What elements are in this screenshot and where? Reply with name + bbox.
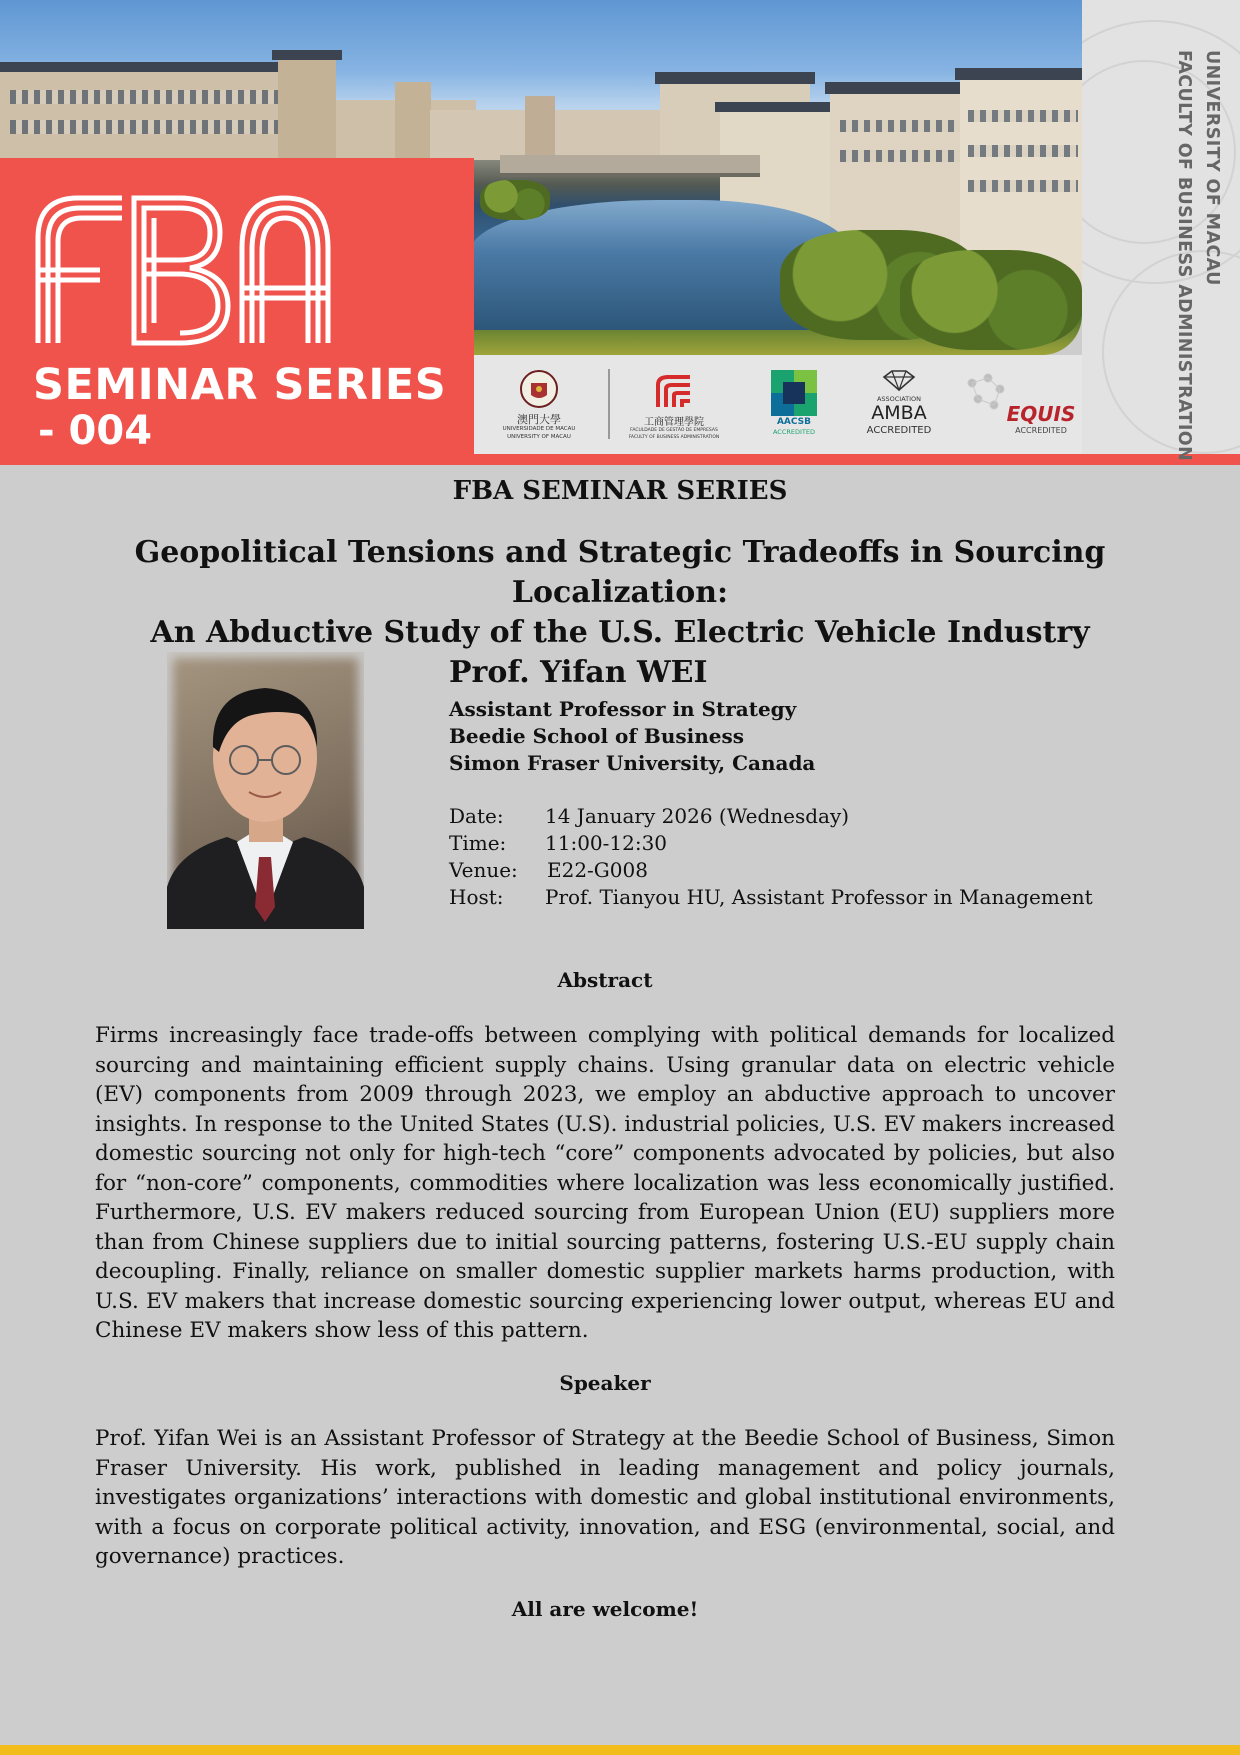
- accreditation-strip: [474, 355, 1082, 454]
- aacsb-mark-icon: [771, 370, 817, 416]
- date-label: Date:: [449, 804, 504, 828]
- amba-status: ACCREDITED: [866, 425, 932, 436]
- university-vertical-text: [1170, 50, 1226, 461]
- seminar-number: - 004: [38, 408, 153, 454]
- speaker-position: Assistant Professor in Strategy: [449, 697, 797, 721]
- um-english-name: UNIVERSITY OF MACAU: [507, 434, 571, 440]
- speaker-school: Beedie School of Business: [449, 724, 745, 748]
- aacsb-status: ACCREDITED: [772, 428, 816, 436]
- fba-english-name: FACULTY OF BUSINESS ADMINISTRATION: [628, 435, 720, 440]
- fba-faculty-logo: [614, 355, 734, 454]
- fba-logo-mark: [30, 188, 340, 348]
- abstract-heading: Abstract: [557, 968, 653, 992]
- aacsb-name: AACSB: [776, 417, 812, 427]
- welcome-message: All are welcome!: [511, 1597, 699, 1621]
- time-value: 11:00-12:30: [545, 831, 668, 855]
- series-heading: FBA SEMINAR SERIES: [452, 476, 788, 506]
- um-logo: [474, 355, 604, 454]
- host-label: Host:: [449, 885, 504, 909]
- fba-chinese-name: 工商管理學院: [644, 417, 704, 428]
- amba-diamond-icon: [882, 369, 916, 391]
- fba-portuguese-name: FACULDADE DE GESTÃO DE EMPRESAS: [630, 428, 718, 433]
- equis-logo: [954, 355, 1082, 454]
- speaker-portrait: [167, 652, 364, 929]
- amba-logo: [834, 355, 964, 454]
- university-name: UNIVERSITY OF MACAU: [1202, 50, 1222, 286]
- seminar-title-line-2: An Abductive Study of the U.S. Electric Vehicle Industry: [150, 615, 1090, 650]
- banner: [0, 0, 1240, 465]
- speaker-photo-icon: [167, 652, 364, 929]
- um-portuguese-name: UNIVERSIDADE DE MACAU: [502, 426, 576, 432]
- seminar-title: [40, 533, 1200, 653]
- aacsb-logo: [744, 355, 844, 454]
- amba-association: ASSOCIATION: [876, 395, 922, 403]
- fba-faculty-icon: [654, 373, 694, 409]
- bottom-accent-bar: [0, 1745, 1240, 1755]
- fba-logo-panel: [0, 158, 474, 465]
- venue-label: Venue:: [449, 858, 518, 882]
- banner-red-divider: [474, 454, 1240, 465]
- um-chinese-name: 澳門大學: [517, 413, 561, 426]
- seminar-series-label: SEMINAR SERIES: [33, 360, 447, 410]
- host-value: Prof. Tianyou HU, Assistant Professor in Management: [545, 885, 1093, 909]
- equis-status: ACCREDITED: [1015, 426, 1067, 435]
- date-value: 14 January 2026 (Wednesday): [545, 804, 850, 828]
- venue-value: E22-G008: [547, 858, 648, 882]
- speaker-bio-text: Prof. Yifan Wei is an Assistant Professor of Strategy at the Beedie School of Business, Simon Fraser University. His work, published in leading management and policy journals, investigates organizations’ interactions with domestic and global institutional environments, with a focus on corporate political activity, innovation, and ESG (environmental, social, and governance) practices.: [95, 1426, 1115, 1569]
- seminar-title-line-1: Geopolitical Tensions and Strategic Tradeoffs in Sourcing Localization:: [134, 535, 1106, 610]
- speaker-name: Prof. Yifan WEI: [449, 655, 708, 690]
- abstract-text: Firms increasingly face trade-offs between complying with political demands for localized sourcing and maintaining efficient supply chains. Using granular data on electric vehicle (EV) components from 2009 through 2023, we employ an abductive approach to uncover insights. In response to the United States (U.S). industrial policies, U.S. EV makers increased domestic sourcing not only for high-tech “core” components advocated by policies, but also for “non-core” components, commodities where localization was less economically justified. Furthermore, U.S. EV makers reduced sourcing from European Union (EU) suppliers more than from Chinese suppliers due to initial sourcing patterns, fostering U.S.-EU supply chain decoupling. Finally, reliance on smaller domestic supplier markets harms production, with U.S. EV makers that increase domestic sourcing experiencing lower output, whereas EU and Chinese EV makers show less of this pattern.: [95, 1023, 1115, 1343]
- faculty-name: FACULTY OF BUSINESS ADMINISTRATION: [1174, 50, 1194, 462]
- equis-name: EQUIS: [1006, 402, 1076, 426]
- speaker-university: Simon Fraser University, Canada: [449, 751, 816, 775]
- speaker-bio-heading: Speaker: [559, 1371, 651, 1395]
- time-label: Time:: [449, 831, 507, 855]
- amba-name: AMBA: [871, 402, 927, 424]
- um-crest-icon: [519, 369, 559, 409]
